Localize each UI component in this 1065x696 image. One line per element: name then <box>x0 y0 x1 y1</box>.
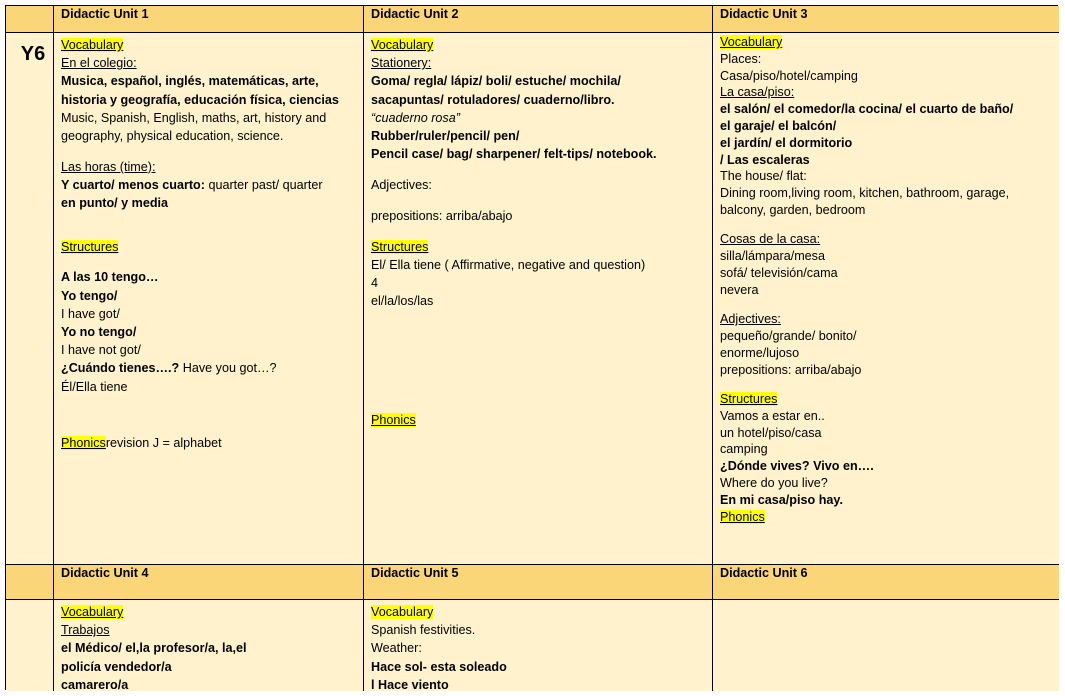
u3-rooms-en-1: Dining room,living room, kitchen, bathroom, garage, <box>720 186 1010 201</box>
u4-jobs-1: el Médico/ el,la profesor/a, la,el <box>61 641 247 656</box>
u1-structure-6a: ¿Cuándo tienes….? <box>61 361 180 376</box>
u4-vocabulary-heading: Vocabulary <box>61 605 124 619</box>
u3-structures-heading: Structures <box>720 391 778 406</box>
unit-3-title: Didactic Unit 3 <box>720 7 808 21</box>
u2-structure-2: 4 <box>371 276 379 291</box>
unit-6-title: Didactic Unit 6 <box>720 566 808 580</box>
unit-6-header <box>713 565 1059 600</box>
u2-structure-3: el/la/los/las <box>371 294 434 309</box>
u1-phonics-heading: Phonics <box>61 435 106 450</box>
u1-structure-2: Yo tengo/ <box>61 288 118 303</box>
u3-rooms-es-3: el jardín/ el dormitorio <box>720 135 853 150</box>
u3-adjectives-1: pequeño/grande/ bonito/ <box>720 328 857 343</box>
curriculum-table <box>5 5 1058 690</box>
u3-vocabulary-heading: Vocabulary <box>720 35 783 49</box>
u3-house-en-heading: The house/ flat: <box>720 169 807 184</box>
u2-vocabulary-heading: Vocabulary <box>371 38 434 52</box>
year-label: Y6 <box>20 43 46 65</box>
unit-5-header <box>364 565 713 600</box>
u1-vocabulary-heading: Vocabulary <box>61 38 124 52</box>
u5-weather-heading: Weather: <box>371 641 422 656</box>
u2-stationery-en-1: Rubber/ruler/pencil/ pen/ <box>371 129 520 144</box>
unit-1-content <box>54 33 364 565</box>
u2-adjectives: Adjectives: <box>371 178 432 193</box>
u1-subjects-es-2: historia y geografía, educación física, ciencias <box>61 92 339 107</box>
unit-3-content <box>713 33 1059 565</box>
u3-structure-3: camping <box>720 442 768 457</box>
unit-1-title: Didactic Unit 1 <box>61 7 149 21</box>
u1-time-en: quarter past/ quarter <box>208 178 323 193</box>
u2-phonics-heading: Phonics <box>371 413 416 428</box>
u1-structure-7: Él/Ella tiene <box>61 379 128 394</box>
u2-structures-heading: Structures <box>371 239 429 254</box>
u1-structure-1: A las 10 tengo… <box>61 270 159 285</box>
u3-things-heading: Cosas de la casa: <box>720 232 821 247</box>
u5-vocabulary-heading: Vocabulary <box>371 605 434 619</box>
u1-time-heading: Las horas (time): <box>61 159 156 174</box>
u2-stationery-es-1: Goma/ regla/ lápiz/ boli/ estuche/ mochila/ <box>371 74 621 89</box>
u2-stationery-heading: Stationery: <box>371 56 432 71</box>
u2-structure-1: El/ Ella tiene ( Affirmative, negative and question) <box>371 257 646 272</box>
u1-time-line2: en punto/ y media <box>61 196 169 211</box>
u3-things-2: sofá/ televisión/cama <box>720 265 838 280</box>
u1-structure-4: Yo no tengo/ <box>61 325 137 340</box>
u3-places-heading: Places: <box>720 51 762 66</box>
u3-rooms-en-2: balcony, garden, bedroom <box>720 202 866 217</box>
u1-structures-heading: Structures <box>61 239 119 254</box>
unit-6-content <box>713 600 1059 691</box>
year-header-blank <box>6 6 54 33</box>
u1-subjects-es-1: Musica, español, inglés, matemáticas, arte, <box>61 74 319 89</box>
unit-4-title: Didactic Unit 4 <box>61 566 149 580</box>
u3-adjectives-2: enorme/lujoso <box>720 345 800 360</box>
year-cell-2 <box>6 600 54 691</box>
u1-subjects-en-2: geography, physical education, science. <box>61 129 284 144</box>
u1-structure-6b: Have you got…? <box>182 361 277 376</box>
u3-structure-2: un hotel/piso/casa <box>720 425 822 440</box>
year-header-blank-2 <box>6 565 54 600</box>
unit-4-header <box>54 565 364 600</box>
u1-school-heading: En el colegio: <box>61 56 137 71</box>
u3-house-heading: La casa/piso: <box>720 85 795 100</box>
u3-rooms-es-4: / Las escaleras <box>720 152 810 167</box>
u1-time-es: Y cuarto/ menos cuarto: <box>61 178 205 193</box>
u3-prepositions: prepositions: arriba/abajo <box>720 362 862 377</box>
u5-weather-1: Hace sol- esta soleado <box>371 659 507 674</box>
u3-rooms-es-2: el garaje/ el balcón/ <box>720 118 837 133</box>
u1-subjects-en-1: Music, Spanish, English, maths, art, history and <box>61 110 327 125</box>
unit-1-header <box>54 6 364 33</box>
u4-jobs-2: policía vendedor/a <box>61 659 172 674</box>
u3-structure-4: ¿Dónde vives? Vivo en…. <box>720 459 874 474</box>
u4-jobs-heading: Trabajos <box>61 623 110 638</box>
u3-adjectives-heading: Adjectives: <box>720 312 781 327</box>
unit-2-header <box>364 6 713 33</box>
unit-4-content <box>54 600 364 691</box>
u5-festivities: Spanish festivities. <box>371 623 476 638</box>
u3-things-3: nevera <box>720 282 759 297</box>
u1-phonics-rest: revision J = alphabet <box>105 435 222 450</box>
u3-structure-5: Where do you live? <box>720 475 828 490</box>
unit-5-content <box>364 600 713 691</box>
u2-stationery-en-2: Pencil case/ bag/ sharpener/ felt-tips/ notebook. <box>371 147 657 162</box>
unit-3-header <box>713 6 1059 33</box>
u1-structure-5: I have not got/ <box>61 343 141 358</box>
unit-2-content <box>364 33 713 565</box>
u3-structure-6: En mi casa/piso hay. <box>720 492 843 507</box>
u2-stationery-es-2: sacapuntas/ rotuladores/ cuaderno/libro. <box>371 92 615 107</box>
u5-weather-2: l Hace viento <box>371 677 449 691</box>
u4-jobs-3: camarero/a <box>61 677 129 691</box>
unit-5-title: Didactic Unit 5 <box>371 566 459 580</box>
unit-2-title: Didactic Unit 2 <box>371 7 459 21</box>
u3-phonics-heading: Phonics <box>720 509 765 524</box>
year-cell <box>6 33 54 565</box>
u2-prepositions: prepositions: arriba/abajo <box>371 208 513 223</box>
u3-places: Casa/piso/hotel/camping <box>720 68 858 83</box>
u1-structure-3: I have got/ <box>61 306 120 321</box>
u2-stationery-quote: “cuaderno rosa” <box>371 110 460 125</box>
u3-structure-1: Vamos a estar en.. <box>720 408 825 423</box>
u3-rooms-es-1: el salón/ el comedor/la cocina/ el cuarto de baño/ <box>720 102 1014 117</box>
u3-things-1: silla/lámpara/mesa <box>720 249 825 264</box>
